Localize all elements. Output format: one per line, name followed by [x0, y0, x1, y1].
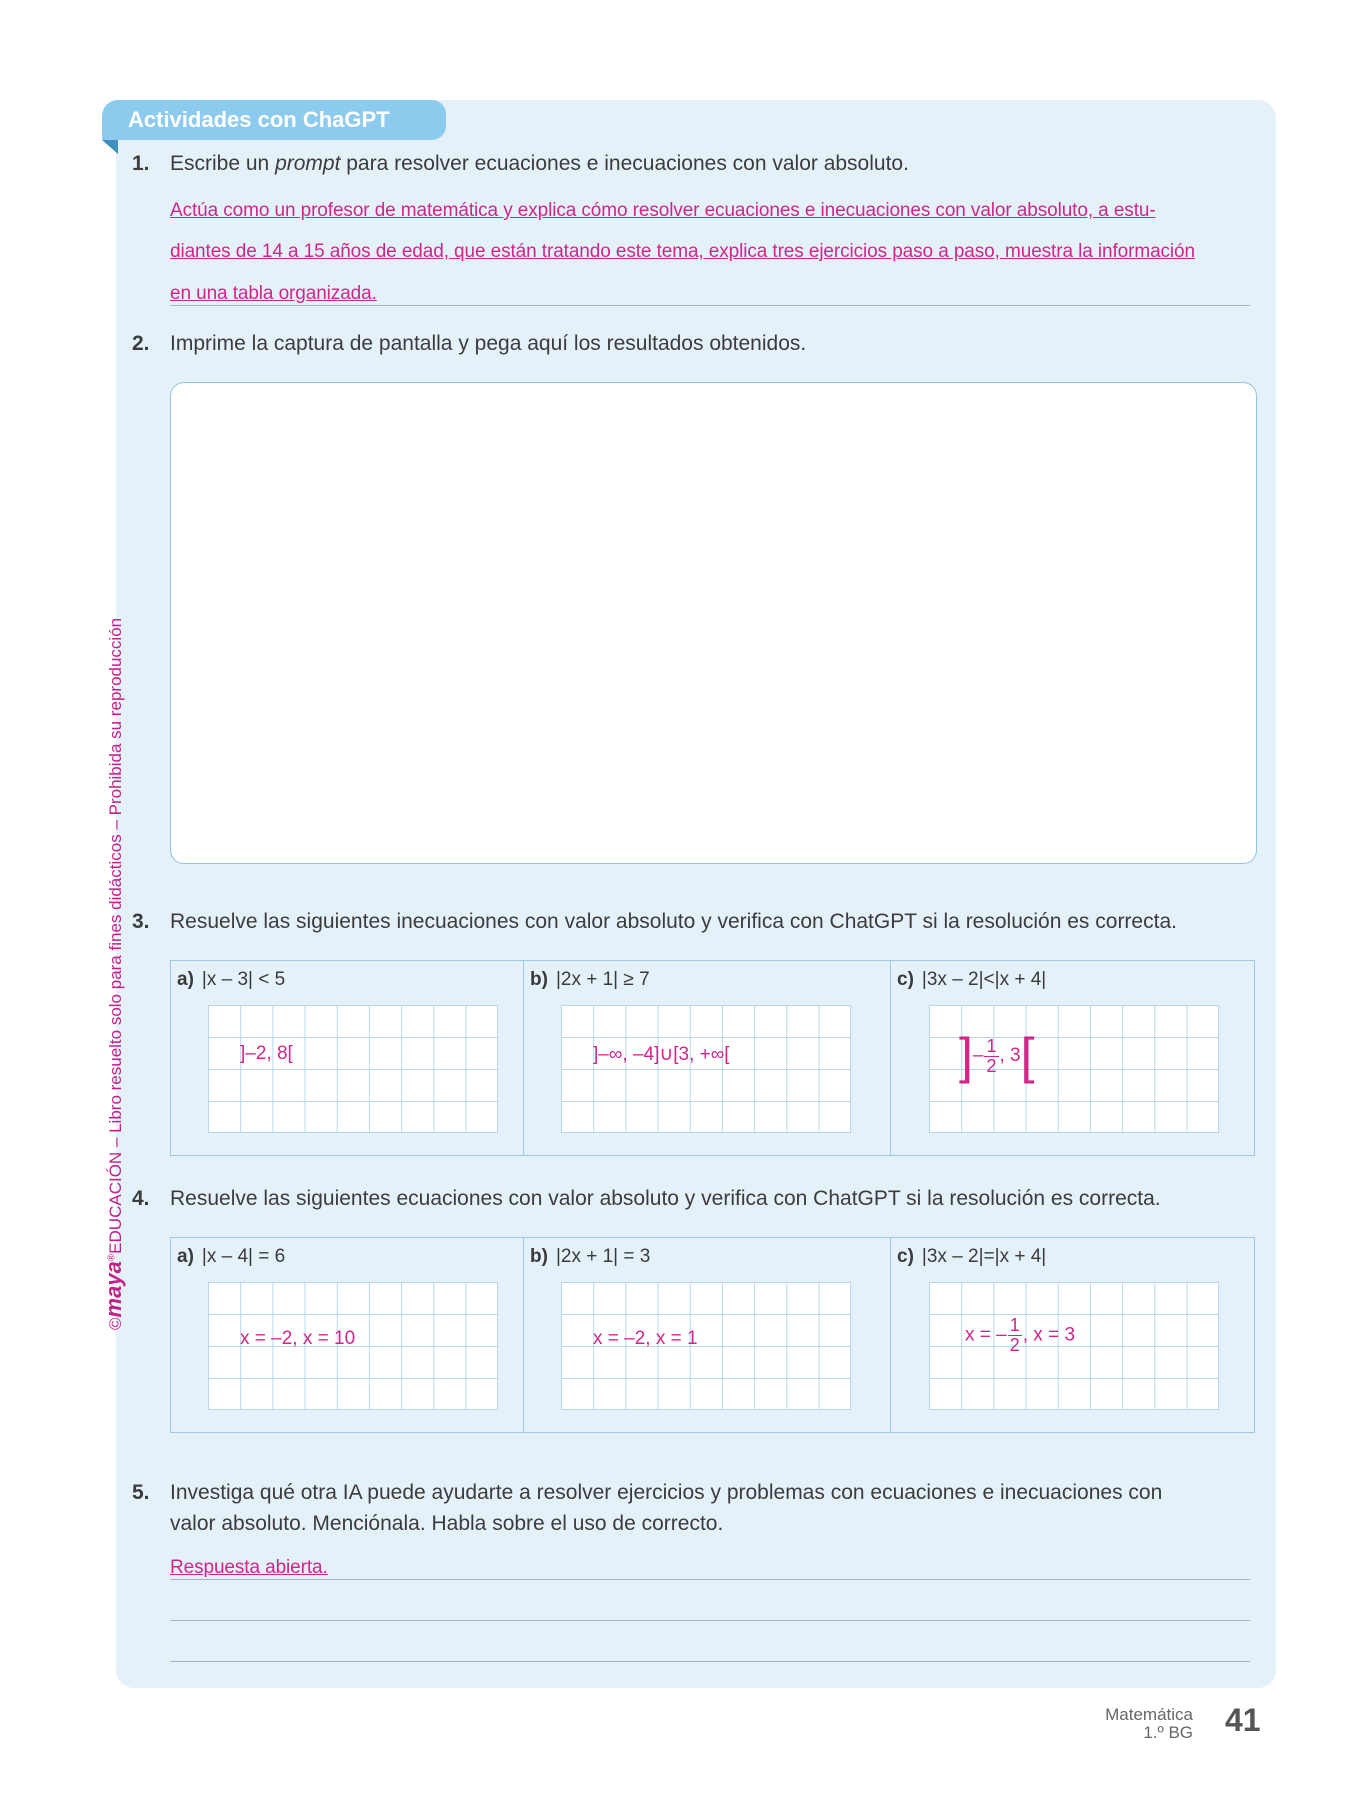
answer-rule [170, 1620, 1250, 1621]
exercise-letter: a) [177, 1246, 194, 1267]
exercise-expression: |2x + 1| = 3 [555, 1246, 651, 1267]
exercise-letter: b) [530, 1246, 548, 1267]
exercise-c [890, 961, 1254, 1155]
answer-line-1: Actúa como un profesor de matemática y explica cómo resolver ecuaciones e inecuaciones con valor absoluto, a estu- [170, 200, 1156, 221]
exercise-c [890, 1238, 1254, 1432]
exercise-answer: x = –2, x = 1 [593, 1328, 698, 1349]
exercise-answer: ]–2, 8[ [240, 1043, 293, 1064]
question-3 [132, 906, 1272, 937]
exercise-letter: c) [897, 1246, 914, 1267]
exercise-expression: |2x + 1| ≥ 7 [555, 969, 650, 990]
exercise-expression: |3x – 2|<|x + 4| [921, 969, 1047, 990]
page-number: 41 [1225, 1702, 1261, 1738]
question-number: 2. [132, 332, 150, 355]
tab-notch [102, 140, 118, 154]
equations-table [170, 1237, 1255, 1433]
answer-grid[interactable] [208, 1005, 498, 1133]
registered-mark: ® [106, 1253, 118, 1262]
question-text-line-1: Investiga qué otra IA puede ayudarte a resolver ejercicios y problemas con ecuaciones e inecuaciones con [170, 1481, 1163, 1504]
exercise-answer: x = –2, x = 10 [240, 1328, 356, 1349]
question-2 [132, 328, 1232, 359]
copyright-text: EDUCACIÓN – Libro resuelto solo para fines didácticos – Prohibida su reproducción [106, 617, 125, 1254]
question-text: Escribe un prompt para resolver ecuaciones e inecuaciones con valor absoluto. [170, 152, 909, 175]
question-1 [132, 148, 1232, 179]
grade-level: 1.º BG [1143, 1723, 1193, 1742]
exercise-letter: b) [530, 969, 548, 990]
answer-rule [170, 305, 1250, 306]
copyright-symbol: © [106, 1317, 125, 1330]
inequalities-table [170, 960, 1255, 1156]
answer-rule [170, 1661, 1250, 1662]
question-text: Resuelve las siguientes ecuaciones con valor absoluto y verifica con ChatGPT si la resolución es correcta. [170, 1187, 1161, 1210]
screenshot-paste-area[interactable] [170, 382, 1257, 864]
answer-grid[interactable] [561, 1005, 851, 1133]
exercise-a [171, 961, 523, 1155]
footer-subject [1105, 1706, 1193, 1742]
answer-line-3: en una tabla organizada. [170, 283, 377, 304]
exercise-letter: a) [177, 969, 194, 990]
section-title: Actividades con ChaGPT [102, 100, 446, 140]
exercise-b [523, 1238, 890, 1432]
subject-name: Matemática [1105, 1705, 1193, 1724]
question-5 [132, 1477, 1257, 1539]
question-number: 3. [132, 910, 150, 933]
question-text: Resuelve las siguientes inecuaciones con valor absoluto y verifica con ChatGPT si la resolución es correcta. [170, 910, 1177, 933]
maya-logo: maya [101, 1261, 126, 1318]
answer-line-2: diantes de 14 a 15 años de edad, que están tratando este tema, explica tres ejercicios paso a paso, muestra la información [170, 241, 1195, 262]
question-text: Imprime la captura de pantalla y pega aquí los resultados obtenidos. [170, 332, 807, 355]
exercise-answer: ]–∞, –4]∪[3, +∞[ [593, 1044, 730, 1065]
question-number: 5. [132, 1481, 150, 1504]
question-text-line-2: valor absoluto. Menciónala. Habla sobre el uso de correcto. [170, 1512, 724, 1535]
question-number: 1. [132, 152, 150, 175]
exercise-answer: x = – $\frac{1}{2}$ , x = 3 [965, 1315, 1076, 1355]
question-4 [132, 1183, 1272, 1214]
answer-rule [170, 1579, 1250, 1580]
exercise-expression: |x – 3| < 5 [201, 969, 286, 990]
exercise-expression: |3x – 2|=|x + 4| [921, 1246, 1047, 1267]
exercise-expression: |x – 4| = 6 [201, 1246, 286, 1267]
exercise-answer: ]– $\frac{1}{2}$ , 3[ [959, 1028, 1035, 1084]
exercise-letter: c) [897, 969, 914, 990]
exercise-a [171, 1238, 523, 1432]
copyright-sidebar [101, 480, 127, 1330]
open-answer: Respuesta abierta. [170, 1557, 328, 1578]
exercise-b [523, 961, 890, 1155]
question-number: 4. [132, 1187, 150, 1210]
